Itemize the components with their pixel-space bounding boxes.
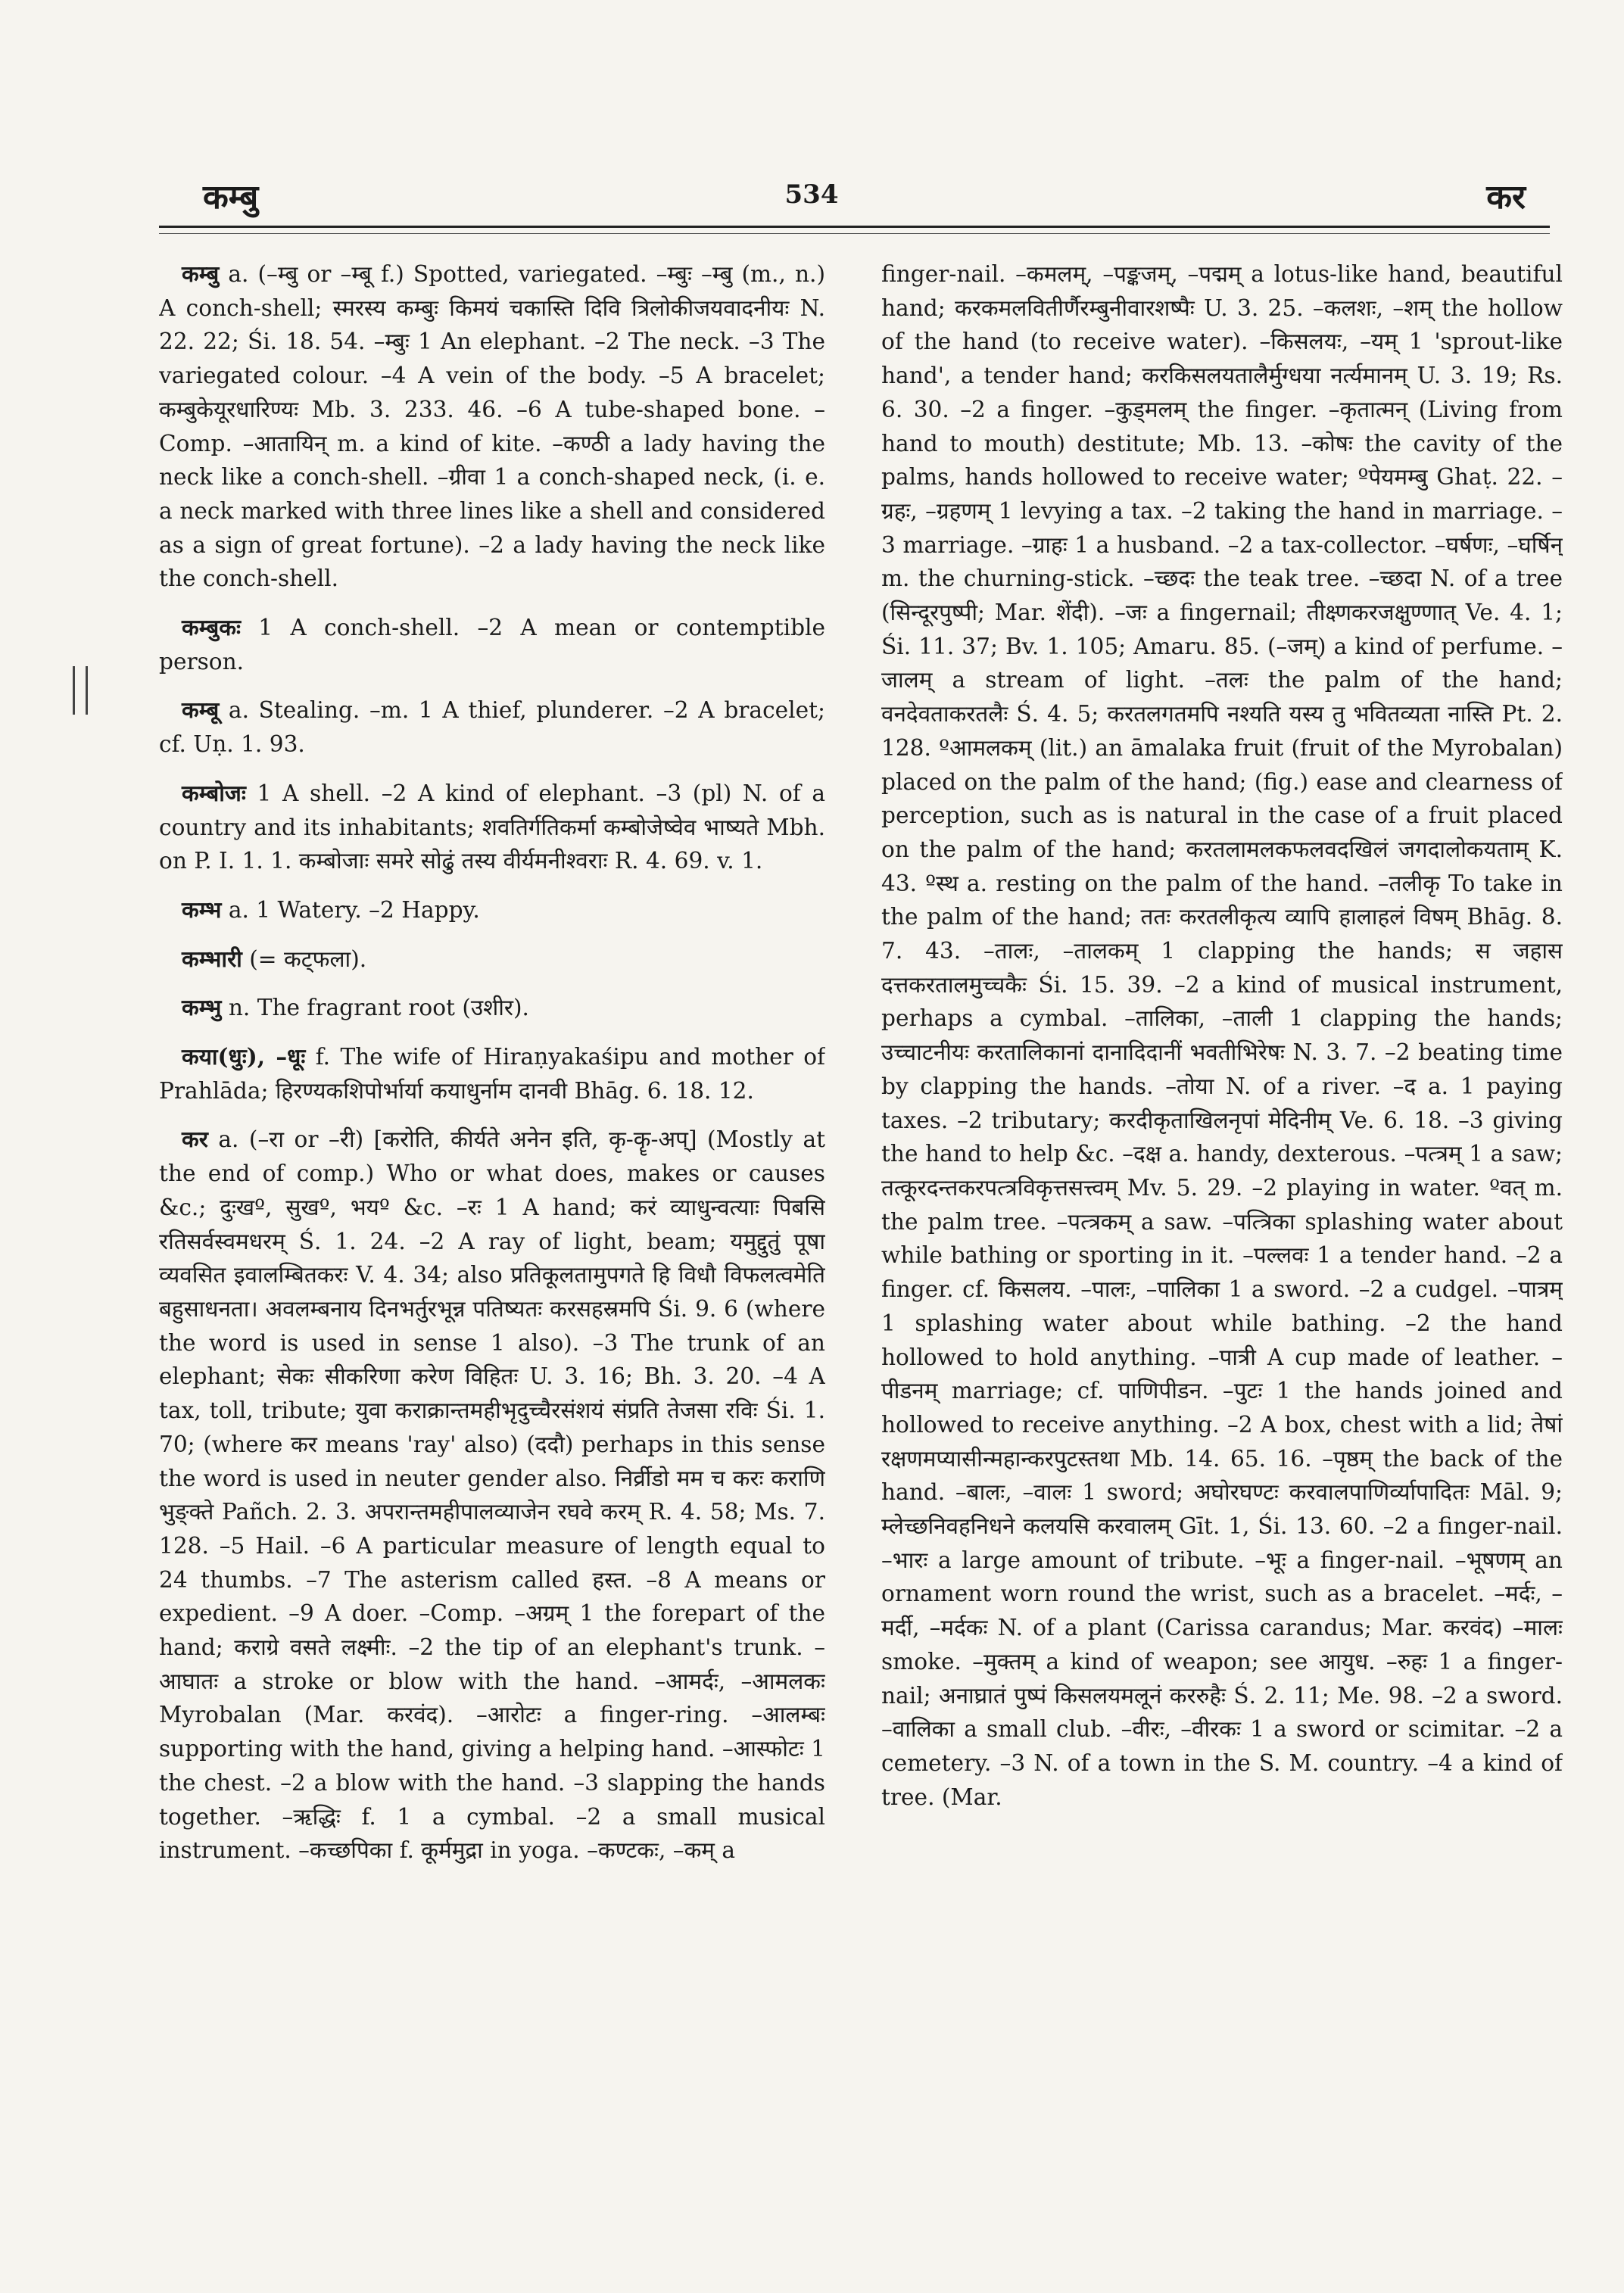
entry-headword: कम्बुकः bbox=[182, 614, 241, 641]
entry-text: f. The wife of Hiraṇyakaśipu and mother of Prahlāda; हिरण्यकशिपोर्भार्या कयाधुर्नाम दानवी Bhāg. 6. 18. 12. bbox=[159, 1044, 825, 1104]
entry-headword: कम्बू bbox=[182, 696, 220, 724]
dictionary-entry bbox=[159, 991, 825, 1025]
dictionary-entry bbox=[159, 777, 825, 878]
entry-text: a. Stealing. –m. 1 A thief, plunderer. –2 A bracelet; cf. Uṇ. 1. 93. bbox=[159, 697, 825, 758]
dictionary-entry bbox=[159, 893, 825, 927]
entry-headword: कर bbox=[182, 1126, 208, 1153]
dictionary-entry bbox=[159, 257, 825, 596]
header-rule bbox=[159, 226, 1550, 228]
left-column bbox=[159, 257, 825, 2256]
margin-mark bbox=[73, 666, 88, 715]
running-head-left: कम्बु bbox=[203, 178, 259, 217]
entry-headword: कम्भ bbox=[182, 896, 222, 923]
dictionary-entry bbox=[159, 1123, 825, 1867]
entry-text: finger-nail. –कमलम्, –पङ्कजम्, –पद्मम् a lotus-like hand, beautiful hand; करकमलवितीर्णैरम्बुनीवारशष्पैः U. 3. 25. –कलशः, –शम् the hollow of the hand (to receive water). –किसलयः, –यम् 1 'sprout-like hand', a tender hand; करकिसलयतालैर्मुग्धया नर्त्यमानम् U. 3. 19; Rs. 6. 30. –2 a finger. –कुड्मलम् the finger. –कृतात्मन् (Living from hand to mouth) destitute; Mb. 13. –कोषः the cavity of the palms, hands hollowed to receive water; ºपेयमम्बु Ghaṭ. 22. –ग्रहः, –ग्रहणम् 1 levying a tax. –2 taking the hand in marriage. –3 marriage. –ग्राहः 1 a husband. –2 a tax-collector. –घर्षणः, –घर्षिन् m. the churning-stick. –च्छदः the teak tree. –च्छदा N. of a tree (सिन्दूरपुष्पी; Mar. शेंदी). –जः a fingernail; तीक्ष्णकरजक्षुण्णात् Ve. 4. 1; Śi. 11. 37; Bv. 1. 105; Amaru. 85. (–जम्) a kind of perfume. –जालम् a stream of light. –तलः the palm of the hand; वनदेवताकरतलैः Ś. 4. 5; करतलगतमपि नश्यति यस्य तु भवितव्यता नास्ति Pt. 2. 128. ºआमलकम् (lit.) an āmalaka fruit (fruit of the Myrobalan) placed on the palm of the hand; (fig.) ease and clearness of perception, such as is natural in the case of a fruit placed on the palm of the hand; करतलामलकफलवदखिलं जगदालोकयताम् K. 43. ºस्थ a. resting on the palm of the hand. –तलीकृ To take in the palm of the hand; ततः करतलीकृत्य व्यापि हालाहलं विषम् Bhāg. 8. 7. 43. –तालः, –तालकम् 1 clapping the hands; स जहास दत्तकरतालमुच्चकैः Śi. 15. 39. –2 a kind of musical instrument, perhaps a cymbal. –तालिका, –ताली 1 clapping the hands; उच्चाटनीयः करतालिकानां दानादिदानीं भवतीभिरेषः N. 3. 7. –2 beating time by clapping the hands. –तोया N. of a river. –द a. 1 paying taxes. –2 tributary; करदीकृताखिलनृपां मेदिनीम् Ve. 6. 18. –3 giving the hand to help &c. –दक्ष a. handy, dexterous. –पत्त्रम् 1 a saw; तत्कूरदन्तकरपत्त्रविकृत्तसत्त्वम् Mv. 5. 29. –2 playing in water. ºवत् m. the palm tree. –पत्त्रकम् a saw. –पत्त्रिका splashing water about while bathing or sporting in it. –पल्लवः 1 a tender hand. –2 a finger. cf. किसलय. –पालः, –पालिका 1 a sword. –2 a cudgel. –पात्रम् 1 splashing water about while bathing. –2 the hand hollowed to hold anything. –पात्री A cup made of leather. –पीडनम् marriage; cf. पाणिपीडन. –पुटः 1 the hands joined and hollowed to receive anything. –2 A box, chest with a lid; तेषां रक्षणमप्यासीन्महान्करपुटस्तथा Mb. 14. 65. 16. –पृष्ठम् the back of the hand. –बालः, –वालः 1 sword; अघोरघण्टः करवालपाणिर्व्यापादितः Māl. 9; म्लेच्छनिवहनिधने कलयसि करवालम् Gīt. 1, Śi. 13. 60. –2 a finger-nail. –भारः a large amount of tribute. –भूः a finger-nail. –भूषणम् an ornament worn round the wrist, such as a bracelet. –मर्दः, –मर्दी, –मर्दकः N. of a plant (Carissa carandus; Mar. करवंद) –मालः smoke. –मुक्तम् a kind of weapon; see आयुध. –रुहः 1 a finger-nail; अनाघ्रातं पुष्पं किसलयमलूनं कररुहैः Ś. 2. 11; Me. 98. –2 a sword. –वालिका a small club. –वीरः, –वीरकः 1 a sword or scimitar. –2 a cemetery. –3 N. of a town in the S. M. country. –4 a kind of tree. (Mar. bbox=[881, 261, 1563, 1810]
right-column bbox=[881, 257, 1563, 2256]
entry-headword: कया(धुः), –धूः bbox=[182, 1043, 306, 1070]
entry-text: 1 A conch-shell. –2 A mean or contemptible person. bbox=[159, 615, 825, 675]
entry-text: 1 A shell. –2 A kind of elephant. –3 (pl) N. of a country and its inhabitants; शवतिर्गतिकर्मा कम्बोजेष्वेव भाष्यते Mbh. on P. I. 1. 1. कम्बोजाः समरे सोढुं तस्य वीर्यमनीश्वराः R. 4. 69. v. 1. bbox=[159, 780, 825, 874]
entry-headword: कम्बु bbox=[182, 260, 220, 287]
entry-headword: कम्भु bbox=[182, 994, 222, 1021]
entry-text: a. (–म्बु or –म्बू f.) Spotted, variegated. –म्बुः –म्बु (m., n.) A conch-shell; स्मरस्य कम्बुः किमयं चकास्ति दिवि त्रिलोकीजयवादनीयः N. 22. 22; Śi. 18. 54. –म्बुः 1 An elephant. –2 The neck. –3 The variegated colour. –4 A vein of the body. –5 A bracelet; कम्बुकेयूरधारिण्यः Mb. 3. 233. 46. –6 A tube-shaped bone. –Comp. –आतायिन् m. a kind of kite. –कण्ठी a lady having the neck like a conch-shell. –ग्रीवा 1 a conch-shaped neck, (i. e. a neck marked with three lines like a shell and considered as a sign of great fortune). –2 a lady having the neck like the conch-shell. bbox=[159, 261, 825, 592]
entry-text: a. (–रा or –री) [करोति, कीर्यते अनेन इति, कृ-कॄ-अप्] (Mostly at the end of comp.) Who or what does, makes or causes &c.; दुःखº, सुखº, भयº &c. –रः 1 A hand; करं व्याधुन्वत्याः पिबसि रतिसर्वस्वमधरम् Ś. 1. 24. –2 A ray of light, beam; यमुद्दुतुं पूषा व्यवसित इवालम्बितकरः V. 4. 34; also प्रतिकूलतामुपगते हि विधौ विफलत्वमेति बहुसाधनता। अवलम्बनाय दिनभर्तुरभून्न पतिष्यतः करसहस्रमपि Śi. 9. 6 (where the word is used in sense 1 also). –3 The trunk of an elephant; सेकः सीकरिणा करेण विहितः U. 3. 16; Bh. 3. 20. –4 A tax, toll, tribute; युवा कराक्रान्तमहीभृदुच्चैरसंशयं संप्रति तेजसा रविः Śi. 1. 70; (where कर means 'ray' also) (ददौ) perhaps in this sense the word is used in neuter gender also. निर्व्रीडो मम च करः कराणि भुङ्क्ते Pañch. 2. 3. अपरान्तमहीपालव्याजेन रघवे करम् R. 4. 58; Ms. 7. 128. –5 Hail. –6 A particular measure of length equal to 24 thumbs. –7 The asterism called हस्त. –8 A means or expedient. –9 A doer. –Comp. –अग्रम् 1 the forepart of the hand; कराग्रे वसते लक्ष्मीः. –2 the tip of an elephant's trunk. –आघातः a stroke or blow with the hand. –आमर्दः, –आमलकः Myrobalan (Mar. करवंद). –आरोटः a finger-ring. –आलम्बः supporting with the hand, giving a helping hand. –आस्फोटः 1 the chest. –2 a blow with the hand. –3 slapping the hands together. –ऋद्धिः f. 1 a cymbal. –2 a small musical instrument. –कच्छपिका f. कूर्ममुद्रा in yoga. –कण्टकः, –कम् a bbox=[159, 1126, 825, 1864]
running-head-right: कर bbox=[1486, 178, 1526, 217]
entry-headword: कम्भारी bbox=[182, 945, 242, 972]
page-number-text: 534 bbox=[784, 179, 839, 210]
dictionary-entry bbox=[881, 257, 1563, 1814]
dictionary-entry bbox=[159, 611, 825, 678]
dictionary-entry bbox=[159, 693, 825, 761]
header-rule-thin bbox=[159, 233, 1550, 234]
entry-text: (= कट्फला). bbox=[242, 946, 367, 972]
entry-text: a. 1 Watery. –2 Happy. bbox=[221, 896, 480, 923]
dictionary-entry bbox=[159, 1040, 825, 1108]
entry-text: n. The fragrant root (उशीर). bbox=[221, 995, 529, 1021]
dictionary-entry bbox=[159, 942, 825, 977]
entry-headword: कम्बोजः bbox=[182, 779, 246, 806]
